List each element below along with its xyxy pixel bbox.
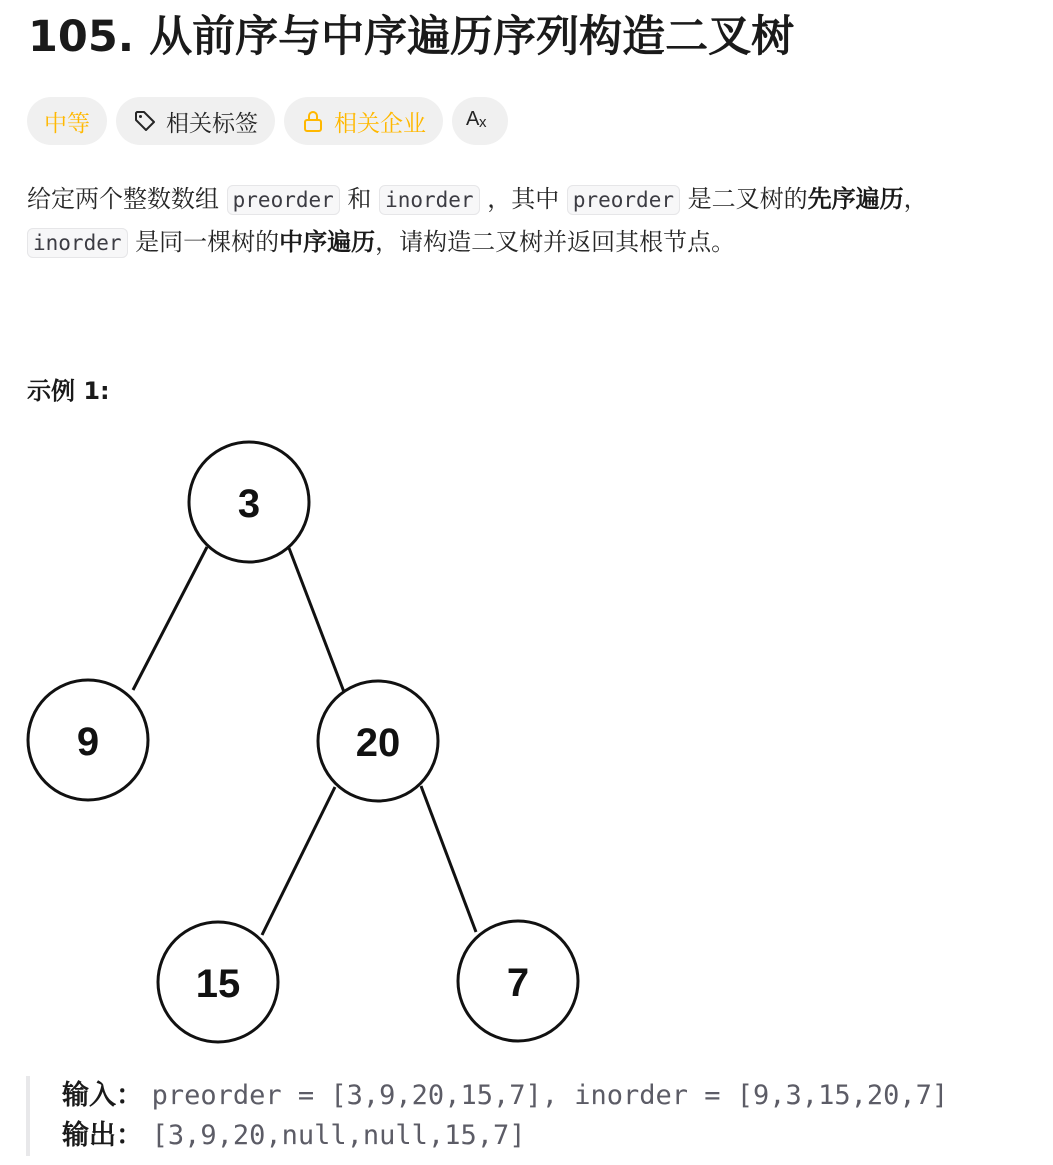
tree-edge [133, 547, 207, 690]
example-output-line [62, 1116, 948, 1156]
tree-edge [289, 548, 344, 692]
related-topics-label: 相关标签 [166, 110, 258, 137]
input-label: 输入： [62, 1080, 143, 1111]
example-input-line [62, 1076, 948, 1116]
output-label: 输出： [62, 1120, 143, 1151]
svg-text:A: A [466, 108, 480, 130]
code-inorder: inorder [27, 228, 128, 258]
description-text: ，请构造二叉树并返回其根节点。 [375, 228, 736, 256]
input-value: preorder = [3,9,20,15,7], inorder = [9,3,15,20,7] [151, 1080, 949, 1111]
description-text: 是二叉树的 [680, 185, 808, 213]
example-title: 示例 1: [27, 377, 110, 405]
description-text: ， [903, 185, 928, 213]
description-text: 给定两个整数数组 [27, 185, 227, 213]
description-text: 和 [339, 185, 380, 213]
bold-inorder-traversal: 中序遍历 [279, 228, 376, 256]
description-text: 是同一棵树的 [127, 228, 280, 256]
output-value: [3,9,20,null,null,15,7] [151, 1120, 526, 1151]
tree-edge [421, 786, 476, 932]
code-preorder: preorder [567, 185, 680, 215]
tree-node-label: 9 [76, 720, 100, 764]
code-inorder: inorder [379, 185, 480, 215]
tree-edge [262, 787, 335, 935]
svg-text:x: x [479, 114, 487, 130]
bold-preorder-traversal: 先序遍历 [807, 185, 904, 213]
example-io-block [26, 1076, 948, 1156]
code-preorder: preorder [227, 185, 340, 215]
tree-node-label: 20 [355, 721, 401, 765]
problem-title: 105. 从前序与中序遍历序列构造二叉树 [28, 12, 795, 62]
tree-node-label: 15 [195, 962, 241, 1006]
tree-node-label: 3 [237, 482, 261, 526]
tree-node-label: 7 [506, 961, 530, 1005]
description-text: ，其中 [479, 185, 567, 213]
difficulty-label: 中等 [44, 110, 90, 137]
related-companies-label: 相关企业 [334, 110, 426, 137]
